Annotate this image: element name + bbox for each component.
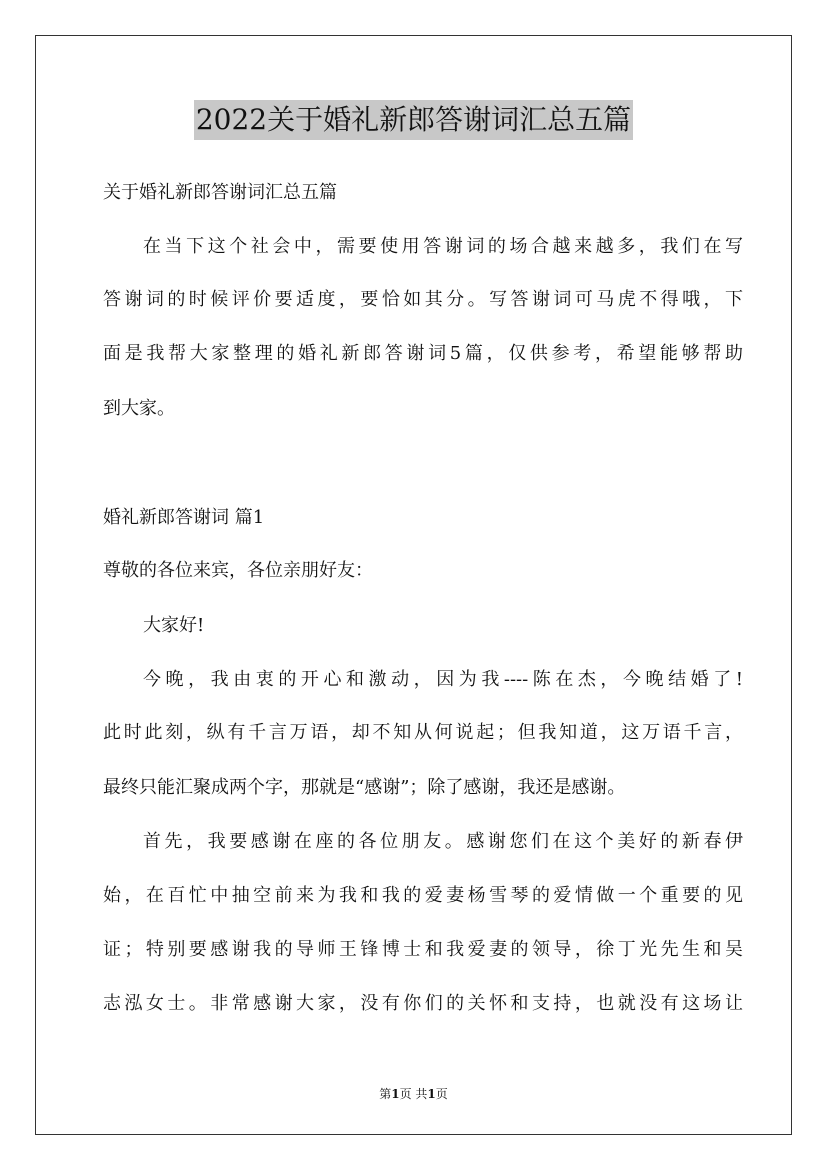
page-label-prefix: 第	[379, 1087, 392, 1101]
page-number: 1	[391, 1087, 400, 1101]
paragraph-2-line-4: 志泓女士。非常感谢大家，没有你们的关怀和支持，也就没有这场让	[103, 993, 743, 1014]
intro-line-1: 在当下这个社会中，需要使用答谢词的场合越来越多，我们在写	[143, 236, 743, 257]
intro-line-3: 面是我帮大家整理的婚礼新郎答谢词5篇，仅供参考，希望能够帮助	[103, 343, 743, 364]
paragraph-1-line-1: 今晚，我由衷的开心和激动，因为我----陈在杰，今晚结婚了!	[143, 669, 743, 690]
document-subtitle: 关于婚礼新郎答谢词汇总五篇	[103, 182, 337, 203]
paragraph-2-line-3: 证；特别要感谢我的导师王锋博士和我爱妻的领导，徐丁光先生和吴	[103, 939, 743, 960]
document-title: 2022关于婚礼新郎答谢词汇总五篇	[194, 100, 633, 140]
page-label-suffix: 页	[435, 1087, 448, 1101]
greeting: 大家好!	[143, 615, 205, 636]
section-heading: 婚礼新郎答谢词 篇1	[103, 507, 265, 528]
paragraph-2-line-1: 首先，我要感谢在座的各位朋友。感谢您们在这个美好的新春伊	[143, 831, 743, 852]
intro-line-4: 到大家。	[103, 398, 175, 419]
total-pages: 1	[427, 1087, 436, 1101]
salutation: 尊敬的各位来宾，各位亲朋好友：	[103, 560, 373, 581]
page-footer	[0, 1085, 827, 1102]
document-title-container	[0, 100, 827, 140]
paragraph-1-line-3: 最终只能汇聚成两个字，那就是“感谢”；除了感谢，我还是感谢。	[103, 777, 626, 798]
paragraph-2-line-2: 始，在百忙中抽空前来为我和我的爱妻杨雪琴的爱情做一个重要的见	[103, 885, 743, 906]
page-label-mid: 页 共	[399, 1087, 428, 1101]
intro-line-2: 答谢词的时候评价要适度，要恰如其分。写答谢词可马虎不得哦，下	[103, 289, 743, 310]
paragraph-1-line-2: 此时此刻，纵有千言万语，却不知从何说起；但我知道，这万语千言，	[103, 722, 743, 743]
